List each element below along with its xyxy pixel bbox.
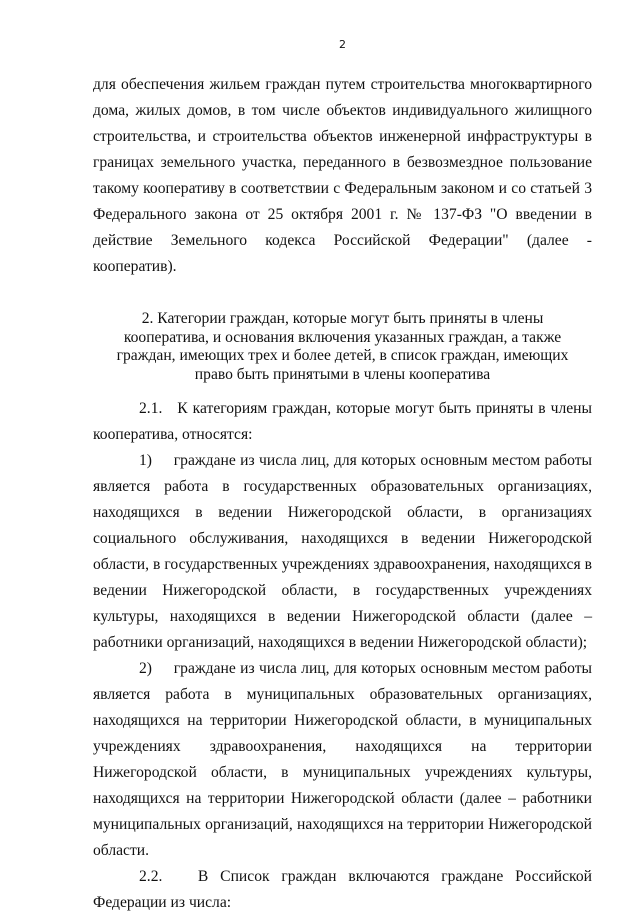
spacer xyxy=(93,384,592,396)
list-item-2: 2) граждане из числа лиц, для которых основным местом работы является работа в муниципальных образовательных организациях, находящихся на территории Нижегородской области, в муниципальных учреждениях здравоохранения, находящихся на территории Нижегородской области, в муниципальных учреждениях культуры, находящихся на территории Нижегородской области (далее – работники муниципальных организаций, находящихся на территории Нижегородской области. xyxy=(93,660,592,859)
page-number: 2 xyxy=(339,38,346,51)
clause-2-2: 2.2. В Список граждан включаются граждане Российской Федерации из числа: xyxy=(93,868,592,911)
clause-2-1: 2.1. К категориям граждан, которые могут быть приняты в члены кооператива, относятся: xyxy=(93,400,592,443)
spacer xyxy=(93,280,592,310)
list-item-1: 1) граждане из числа лиц, для которых основным местом работы является работа в государственных образовательных организациях, находящихся в ведении Нижегородской области, в организациях социального обслуживания, находящихся в ведении Нижегородской области, в государственных учреждениях здравоохранения, находящихся в ведении Нижегородской области, в государственных учреждениях культуры, находящихся в ведении Нижегородской области (далее – работники организаций, находящихся в ведении Нижегородской области); xyxy=(93,452,592,651)
intro-paragraph: для обеспечения жильем граждан путем строительства многоквартирного дома, жилых домов, в том числе объектов индивидуального жилищного строительства, и строительства объектов инженерной инфраструктуры в границах земельного участка, переданного в безвозмездное пользование такому кооперативу в соответствии с Федеральным законом и со статьей 3 Федерального закона от 25 октября 2001 г. № 137-ФЗ "О введении в действие Земельного кодекса Российской Федерации" (далее - кооператив). xyxy=(93,76,592,275)
section-heading: 2. Категории граждан, которые могут быть приняты в члены кооператива, и основания включения указанных граждан, а также граждан, имеющих трех и более детей, в список граждан, имеющих право быть принятыми в члены кооператива xyxy=(116,310,569,383)
